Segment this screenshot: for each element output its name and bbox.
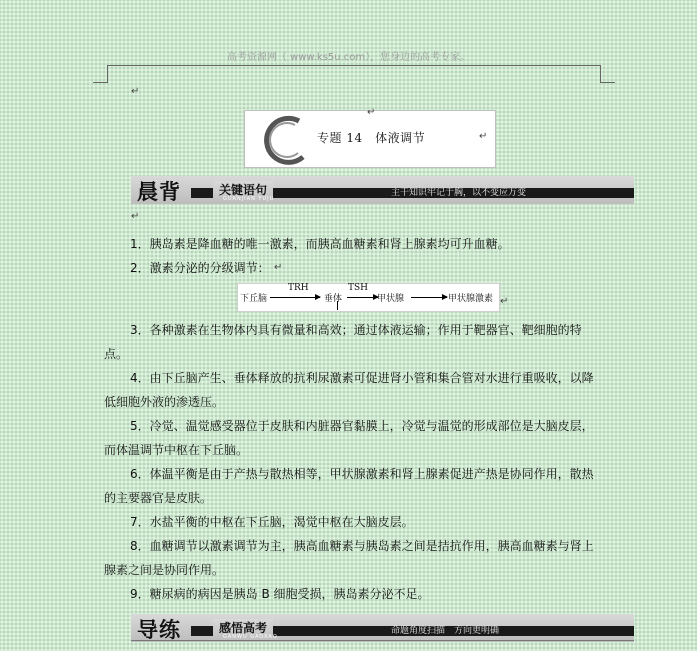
title-box [244,107,496,168]
list-item: 7．水盐平衡的中枢在下丘脑，渴觉中枢在大脑皮层。 [130,515,414,529]
page-header-text: 高考资源网（ www.ks5u.com），您身边的高考专家。 [226,52,471,63]
header-corner-left [107,65,108,83]
paragraph-mark: ↵ [500,296,509,307]
banner-subtitle: 关键语句 [213,181,273,198]
banner-key-sentences [131,176,634,204]
header-tick-left [93,82,107,83]
list-item: 8．血糖调节以激素调节为主，胰高血糖素与胰岛素之间是拮抗作用，胰高血糖素与肾上腺素之间是协同作用。 [104,539,594,577]
list-item: 9．糖尿病的病因是胰岛 B 细胞受损，胰岛素分泌不足。 [130,587,430,601]
banner-practice [131,614,634,642]
hormone-regulation-diagram [237,283,500,312]
diagram-arrow [270,297,320,298]
diagram-arrow [411,297,447,298]
banner-slogan: 主干知识牢记于胸，以不变应万变 [391,188,527,198]
banner-pinyin: GANWU GAOKAO [223,634,278,640]
diagram-node-hypothalamus: 下丘脑 [240,294,268,304]
header-tick-right [601,82,615,83]
list-item: 2．激素分泌的分级调节： [130,261,270,275]
diagram-label-trh: TRH [288,283,309,293]
bottom-rule [131,640,634,641]
diagram-node-pituitary: 垂体 [324,294,343,304]
paragraph-mark: ↵ [479,131,488,142]
banner-slogan: 命题角度扫描 方向更明确 [391,626,500,636]
banner-pinyin: GUANJIAN YUJU [223,196,275,202]
list-item: 1．胰岛素是降血糖的唯一激素，而胰高血糖素和肾上腺素均可升血糖。 [130,237,510,251]
list-item: 3．各种激素在生物体内具有微量和高效；通过体液运输；作用于靶器官、靶细胞的特点。 [104,323,582,361]
list-item: 5．冷觉、温觉感受器位于皮肤和内脏器官黏膜上，冷觉与温觉的形成部位是大脑皮层，而体温调节中枢在下丘脑。 [104,419,594,457]
list-item: 4．由下丘脑产生、垂体释放的抗利尿激素可促进肾小管和集合管对水进行重吸收，以降低细胞外液的渗透压。 [104,371,594,409]
title-arc-decoration [251,115,311,165]
diagram-node-thyroid: 甲状腺 [377,294,405,304]
paragraph-mark: ↵ [131,211,140,222]
header-corner-right [600,65,601,83]
banner-big-title: 晨背 [137,179,181,204]
banner-subtitle: 感悟高考 [213,619,273,636]
page-title: 专题 14 体液调节 [317,131,426,145]
diagram-label-tsh: TSH [348,283,369,293]
paragraph-mark: ↵ [274,262,283,273]
diagram-arrow [347,297,378,298]
list-item: 6．体温平衡是由于产热与散热相等，甲状腺激素和肾上腺素促进产热是协同作用，散热的主要器官是皮肤。 [104,467,594,505]
paragraph-mark: ↵ [131,86,140,97]
diagram-feedback-line [337,301,338,310]
diagram-node-thyroxine: 甲状腺激素 [448,294,494,304]
paragraph-mark: ↵ [367,107,376,118]
header-rule [107,65,601,66]
banner-big-title: 导练 [137,617,181,642]
